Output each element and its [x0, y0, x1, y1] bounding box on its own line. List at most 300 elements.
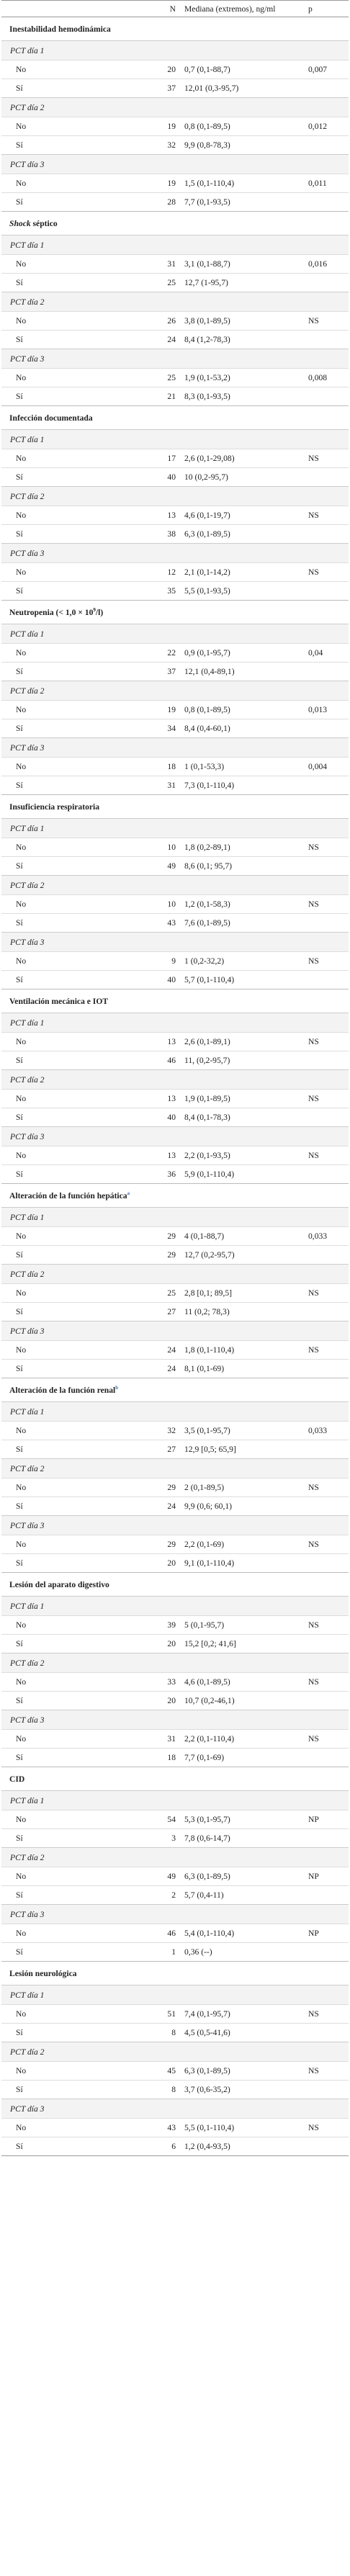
- row-label: No: [1, 1284, 150, 1303]
- row-p: [302, 1497, 349, 1516]
- row-n: 18: [150, 1749, 179, 1767]
- row-n: 34: [150, 719, 179, 738]
- subgroup-label: PCT día 2: [1, 2042, 349, 2062]
- table-row: [1, 582, 349, 601]
- section-title-text: Lesión neurológica: [9, 1968, 77, 1978]
- row-p: [302, 1246, 349, 1265]
- row-n: 24: [150, 1497, 179, 1516]
- row-n: 46: [150, 1924, 179, 1943]
- row-n: 29: [150, 1535, 179, 1554]
- row-median: 9,9 (0,6; 60,1): [179, 1497, 302, 1516]
- row-n: 12: [150, 563, 179, 582]
- row-label: No: [1, 1616, 150, 1635]
- row-label: No: [1, 1146, 150, 1165]
- row-median: 2,2 (0,1-110,4): [179, 1730, 302, 1749]
- table-row: [1, 1943, 349, 1962]
- row-label: Sí: [1, 387, 150, 406]
- row-label: Sí: [1, 1635, 150, 1653]
- row-median: 12,01 (0,3-95,7): [179, 79, 302, 98]
- row-n: 20: [150, 1554, 179, 1573]
- row-label: No: [1, 563, 150, 582]
- row-label: Sí: [1, 468, 150, 487]
- section-title: [1, 406, 349, 430]
- table-row: [1, 1829, 349, 1848]
- row-p: [302, 914, 349, 933]
- section-title-text: Alteración de la función hepática: [9, 1190, 127, 1201]
- table-row: [1, 117, 349, 136]
- row-p: [302, 1554, 349, 1573]
- section-row: [1, 1184, 349, 1208]
- subgroup-label: PCT día 1: [1, 624, 349, 644]
- data-table: [1, 0, 349, 2156]
- row-median: 12,7 (1-95,7): [179, 274, 302, 292]
- row-n: 18: [150, 758, 179, 776]
- subgroup-label: PCT día 3: [1, 544, 349, 563]
- row-p: [302, 719, 349, 738]
- row-median: 1 (0,2-32,2): [179, 952, 302, 971]
- subgroup-label: PCT día 3: [1, 2099, 349, 2119]
- table-row: [1, 701, 349, 719]
- table-row: [1, 2005, 349, 2024]
- table-row: [1, 193, 349, 212]
- row-n: 13: [150, 506, 179, 525]
- row-label: Sí: [1, 719, 150, 738]
- row-median: 3,8 (0,1-89,5): [179, 312, 302, 331]
- table-row: [1, 2137, 349, 2156]
- subgroup-label: PCT día 2: [1, 98, 349, 117]
- row-n: 13: [150, 1033, 179, 1051]
- subgroup-row: [1, 1985, 349, 2005]
- table-row: [1, 506, 349, 525]
- row-p: [302, 776, 349, 795]
- row-n: 2: [150, 1886, 179, 1905]
- row-p: [302, 2024, 349, 2042]
- row-p: NS: [302, 1033, 349, 1051]
- row-label: Sí: [1, 331, 150, 349]
- row-n: 29: [150, 1478, 179, 1497]
- row-median: 8,4 (0,1-78,3): [179, 1108, 302, 1127]
- table-row: [1, 1535, 349, 1554]
- row-n: 49: [150, 1867, 179, 1886]
- table-row: [1, 1749, 349, 1767]
- row-n: 6: [150, 2137, 179, 2156]
- subgroup-label: PCT día 1: [1, 1402, 349, 1422]
- row-median: 1,8 (0,2-89,1): [179, 838, 302, 857]
- footnote-marker[interactable]: b: [115, 1384, 119, 1391]
- row-median: 1,2 (0,4-93,5): [179, 2137, 302, 2156]
- row-label: Sí: [1, 1108, 150, 1127]
- row-median: 7,6 (0,1-89,5): [179, 914, 302, 933]
- row-n: 20: [150, 1692, 179, 1710]
- subgroup-row: [1, 235, 349, 255]
- row-label: No: [1, 60, 150, 79]
- table-row: [1, 369, 349, 387]
- section-row: [1, 1962, 349, 1985]
- row-n: 8: [150, 2081, 179, 2099]
- table-row: [1, 387, 349, 406]
- row-n: 24: [150, 331, 179, 349]
- row-n: 29: [150, 1246, 179, 1265]
- row-median: 2,6 (0,1-29,08): [179, 449, 302, 468]
- row-label: No: [1, 701, 150, 719]
- row-p: [302, 857, 349, 876]
- row-median: 3,7 (0,6-35,2): [179, 2081, 302, 2099]
- row-n: 38: [150, 525, 179, 544]
- row-n: 22: [150, 644, 179, 663]
- table-row: [1, 1284, 349, 1303]
- table-row: [1, 857, 349, 876]
- subgroup-label: PCT día 1: [1, 1597, 349, 1616]
- row-p: NS: [302, 895, 349, 914]
- table-row: [1, 331, 349, 349]
- table-row: [1, 1108, 349, 1127]
- row-n: 17: [150, 449, 179, 468]
- row-label: No: [1, 1810, 150, 1829]
- row-p: [302, 971, 349, 989]
- section-row: [1, 601, 349, 624]
- row-label: Sí: [1, 1051, 150, 1070]
- row-p: NS: [302, 1341, 349, 1360]
- row-median: 8,3 (0,1-93,5): [179, 387, 302, 406]
- subgroup-row: [1, 1848, 349, 1867]
- section-title-text: Infección documentada: [9, 413, 93, 423]
- table-row: [1, 1165, 349, 1184]
- row-p: NS: [302, 506, 349, 525]
- table-row: [1, 776, 349, 795]
- row-label: No: [1, 1535, 150, 1554]
- table-row: [1, 2062, 349, 2081]
- subgroup-row: [1, 1127, 349, 1146]
- row-p: 0,033: [302, 1422, 349, 1440]
- section-row: [1, 212, 349, 235]
- row-p: 0,04: [302, 644, 349, 663]
- row-p: [302, 1886, 349, 1905]
- row-median: 0,7 (0,1-88,7): [179, 60, 302, 79]
- section-title: [1, 1378, 349, 1402]
- row-label: Sí: [1, 663, 150, 681]
- row-median: 5 (0,1-95,7): [179, 1616, 302, 1635]
- subgroup-row: [1, 98, 349, 117]
- row-label: No: [1, 952, 150, 971]
- subgroup-row: [1, 1791, 349, 1810]
- row-p: 0,012: [302, 117, 349, 136]
- table-row: [1, 758, 349, 776]
- row-label: No: [1, 1924, 150, 1943]
- section-title: [1, 1962, 349, 1985]
- row-n: 31: [150, 1730, 179, 1749]
- row-n: 36: [150, 1165, 179, 1184]
- row-n: 3: [150, 1829, 179, 1848]
- header-row: [1, 1, 349, 17]
- subgroup-row: [1, 1516, 349, 1535]
- row-p: NS: [302, 1730, 349, 1749]
- row-p: NP: [302, 1810, 349, 1829]
- row-label: Sí: [1, 1497, 150, 1516]
- table-row: [1, 1033, 349, 1051]
- row-n: 40: [150, 971, 179, 989]
- subgroup-row: [1, 544, 349, 563]
- row-median: 10 (0,2-95,7): [179, 468, 302, 487]
- section-title: [1, 989, 349, 1013]
- row-median: 0,9 (0,1-95,7): [179, 644, 302, 663]
- row-label: Sí: [1, 1554, 150, 1573]
- row-p: [302, 2081, 349, 2099]
- row-n: 49: [150, 857, 179, 876]
- row-p: [302, 582, 349, 601]
- subgroup-label: PCT día 3: [1, 738, 349, 758]
- row-median: 8,6 (0,1; 95,7): [179, 857, 302, 876]
- row-p: [302, 387, 349, 406]
- row-label: Sí: [1, 1440, 150, 1459]
- row-label: No: [1, 1673, 150, 1692]
- row-median: 7,7 (0,1-69): [179, 1749, 302, 1767]
- row-p: NS: [302, 563, 349, 582]
- subgroup-label: PCT día 3: [1, 1710, 349, 1730]
- row-median: 2,1 (0,1-14,2): [179, 563, 302, 582]
- row-median: 6,3 (0,1-89,5): [179, 1867, 302, 1886]
- row-n: 24: [150, 1360, 179, 1378]
- table-row: [1, 255, 349, 274]
- table-row: [1, 1341, 349, 1360]
- row-label: No: [1, 1341, 150, 1360]
- subgroup-label: PCT día 2: [1, 876, 349, 895]
- row-median: 11, (0,2-95,7): [179, 1051, 302, 1070]
- row-n: 1: [150, 1943, 179, 1962]
- table-row: [1, 971, 349, 989]
- table-row: [1, 1616, 349, 1635]
- subgroup-label: PCT día 1: [1, 1985, 349, 2005]
- row-label: No: [1, 369, 150, 387]
- table-row: [1, 1478, 349, 1497]
- row-p: 0,033: [302, 1227, 349, 1246]
- section-title-text: Alteración de la función renal: [9, 1385, 116, 1395]
- section-title: [1, 1573, 349, 1597]
- section-title-text: Insuficiencia respiratoria: [9, 802, 100, 812]
- row-label: No: [1, 1478, 150, 1497]
- row-median: 2,2 (0,1-69): [179, 1535, 302, 1554]
- row-label: Sí: [1, 776, 150, 795]
- row-median: 9,9 (0,8-78,3): [179, 136, 302, 155]
- subgroup-row: [1, 2099, 349, 2119]
- table-row: [1, 1867, 349, 1886]
- table-row: [1, 525, 349, 544]
- row-n: 19: [150, 174, 179, 193]
- row-label: No: [1, 2062, 150, 2081]
- row-median: 5,9 (0,1-110,4): [179, 1165, 302, 1184]
- header-p: p: [302, 1, 349, 17]
- table-row: [1, 1886, 349, 1905]
- row-median: 10,7 (0,2-46,1): [179, 1692, 302, 1710]
- row-median: 2 (0,1-89,5): [179, 1478, 302, 1497]
- row-n: 39: [150, 1616, 179, 1635]
- row-median: 12,1 (0,4-89,1): [179, 663, 302, 681]
- table-row: [1, 1554, 349, 1573]
- row-p: [302, 1943, 349, 1962]
- row-n: 13: [150, 1146, 179, 1165]
- row-n: 20: [150, 1635, 179, 1653]
- row-n: 29: [150, 1227, 179, 1246]
- subgroup-row: [1, 41, 349, 60]
- subgroup-label: PCT día 2: [1, 1070, 349, 1090]
- row-label: No: [1, 1867, 150, 1886]
- subgroup-row: [1, 819, 349, 838]
- row-n: 26: [150, 312, 179, 331]
- table-header: [1, 1, 349, 17]
- table-row: [1, 1051, 349, 1070]
- row-n: 13: [150, 1090, 179, 1108]
- section-title: [1, 795, 349, 819]
- row-median: 15,2 [0,2; 41,6]: [179, 1635, 302, 1653]
- row-label: Sí: [1, 971, 150, 989]
- row-label: Sí: [1, 1692, 150, 1710]
- row-p: 0,004: [302, 758, 349, 776]
- row-label: No: [1, 758, 150, 776]
- row-median: 5,4 (0,1-110,4): [179, 1924, 302, 1943]
- row-p: NP: [302, 1924, 349, 1943]
- row-n: 28: [150, 193, 179, 212]
- table-row: [1, 1924, 349, 1943]
- subgroup-label: PCT día 3: [1, 1127, 349, 1146]
- section-row: [1, 17, 349, 41]
- row-median: 5,7 (0,1-110,4): [179, 971, 302, 989]
- row-median: 4,6 (0,1-89,5): [179, 1673, 302, 1692]
- row-median: 4,6 (0,1-19,7): [179, 506, 302, 525]
- row-n: 51: [150, 2005, 179, 2024]
- row-p: 0,007: [302, 60, 349, 79]
- row-median: 0,8 (0,1-89,5): [179, 701, 302, 719]
- table-row: [1, 136, 349, 155]
- subgroup-label: PCT día 3: [1, 933, 349, 952]
- subgroup-row: [1, 1208, 349, 1227]
- row-median: 11 (0,2; 78,3): [179, 1303, 302, 1321]
- row-label: No: [1, 1033, 150, 1051]
- subgroup-label: PCT día 2: [1, 1848, 349, 1867]
- row-n: 8: [150, 2024, 179, 2042]
- row-label: No: [1, 895, 150, 914]
- table-row: [1, 1692, 349, 1710]
- table-row: [1, 1146, 349, 1165]
- row-label: Sí: [1, 2081, 150, 2099]
- row-median: 7,4 (0,1-95,7): [179, 2005, 302, 2024]
- row-label: Sí: [1, 1360, 150, 1378]
- section-title: [1, 17, 349, 41]
- row-p: NS: [302, 2062, 349, 2081]
- table-row: [1, 1440, 349, 1459]
- section-row: [1, 1378, 349, 1402]
- row-p: [302, 79, 349, 98]
- section-title: [1, 1184, 349, 1208]
- row-p: [302, 2137, 349, 2156]
- row-median: 1,2 (0,1-58,3): [179, 895, 302, 914]
- header-median: Mediana (extremos), ng/ml: [179, 1, 302, 17]
- row-p: [302, 468, 349, 487]
- table-row: [1, 563, 349, 582]
- row-label: No: [1, 644, 150, 663]
- row-median: 1,9 (0,1-89,5): [179, 1090, 302, 1108]
- row-label: Sí: [1, 274, 150, 292]
- section-row: [1, 1573, 349, 1597]
- subgroup-row: [1, 1905, 349, 1924]
- row-n: 25: [150, 1284, 179, 1303]
- row-n: 21: [150, 387, 179, 406]
- row-p: [302, 136, 349, 155]
- subgroup-row: [1, 933, 349, 952]
- row-median: 1,8 (0,1-110,4): [179, 1341, 302, 1360]
- row-median: 7,3 (0,1-110,4): [179, 776, 302, 795]
- subgroup-row: [1, 681, 349, 701]
- row-median: 3,5 (0,1-95,7): [179, 1422, 302, 1440]
- row-label: No: [1, 2005, 150, 2024]
- subgroup-row: [1, 1402, 349, 1422]
- row-p: [302, 1692, 349, 1710]
- row-n: 32: [150, 1422, 179, 1440]
- table-row: [1, 1246, 349, 1265]
- table-row: [1, 449, 349, 468]
- row-p: [302, 1440, 349, 1459]
- row-p: NS: [302, 312, 349, 331]
- row-label: No: [1, 1422, 150, 1440]
- table-row: [1, 1303, 349, 1321]
- row-label: Sí: [1, 136, 150, 155]
- table-row: [1, 1497, 349, 1516]
- subgroup-row: [1, 1321, 349, 1341]
- row-n: 27: [150, 1440, 179, 1459]
- subgroup-row: [1, 1653, 349, 1673]
- row-label: Sí: [1, 1886, 150, 1905]
- row-n: 40: [150, 1108, 179, 1127]
- table-row: [1, 663, 349, 681]
- subgroup-row: [1, 155, 349, 174]
- subgroup-row: [1, 1597, 349, 1616]
- row-label: No: [1, 506, 150, 525]
- row-n: 46: [150, 1051, 179, 1070]
- table-row: [1, 274, 349, 292]
- row-median: 1 (0,1-53,3): [179, 758, 302, 776]
- row-p: [302, 1108, 349, 1127]
- table-row: [1, 1227, 349, 1246]
- subgroup-row: [1, 1013, 349, 1033]
- row-label: Sí: [1, 2024, 150, 2042]
- row-p: [302, 1360, 349, 1378]
- section-title-text: Inestabilidad hemodinámica: [9, 24, 111, 34]
- row-median: 5,7 (0,4-11): [179, 1886, 302, 1905]
- row-p: NS: [302, 1284, 349, 1303]
- row-label: No: [1, 255, 150, 274]
- row-median: 0,8 (0,1-89,5): [179, 117, 302, 136]
- table-row: [1, 2119, 349, 2137]
- footnote-marker[interactable]: a: [127, 1190, 130, 1196]
- table-row: [1, 719, 349, 738]
- row-median: 8,4 (0,4-60,1): [179, 719, 302, 738]
- row-median: 3,1 (0,1-88,7): [179, 255, 302, 274]
- subgroup-label: PCT día 2: [1, 1653, 349, 1673]
- subgroup-label: PCT día 1: [1, 1791, 349, 1810]
- row-median: 4,5 (0,5-41,6): [179, 2024, 302, 2042]
- subgroup-label: PCT día 2: [1, 1459, 349, 1478]
- row-label: No: [1, 174, 150, 193]
- row-p: [302, 1303, 349, 1321]
- row-p: NS: [302, 838, 349, 857]
- row-label: No: [1, 1227, 150, 1246]
- row-p: NS: [302, 2119, 349, 2137]
- section-title-text: Lesión del aparato digestivo: [9, 1579, 109, 1589]
- table-row: [1, 2081, 349, 2099]
- section-title: [1, 601, 349, 624]
- subgroup-row: [1, 349, 349, 369]
- row-label: Sí: [1, 525, 150, 544]
- row-median: 5,5 (0,1-110,4): [179, 2119, 302, 2137]
- row-n: 43: [150, 2119, 179, 2137]
